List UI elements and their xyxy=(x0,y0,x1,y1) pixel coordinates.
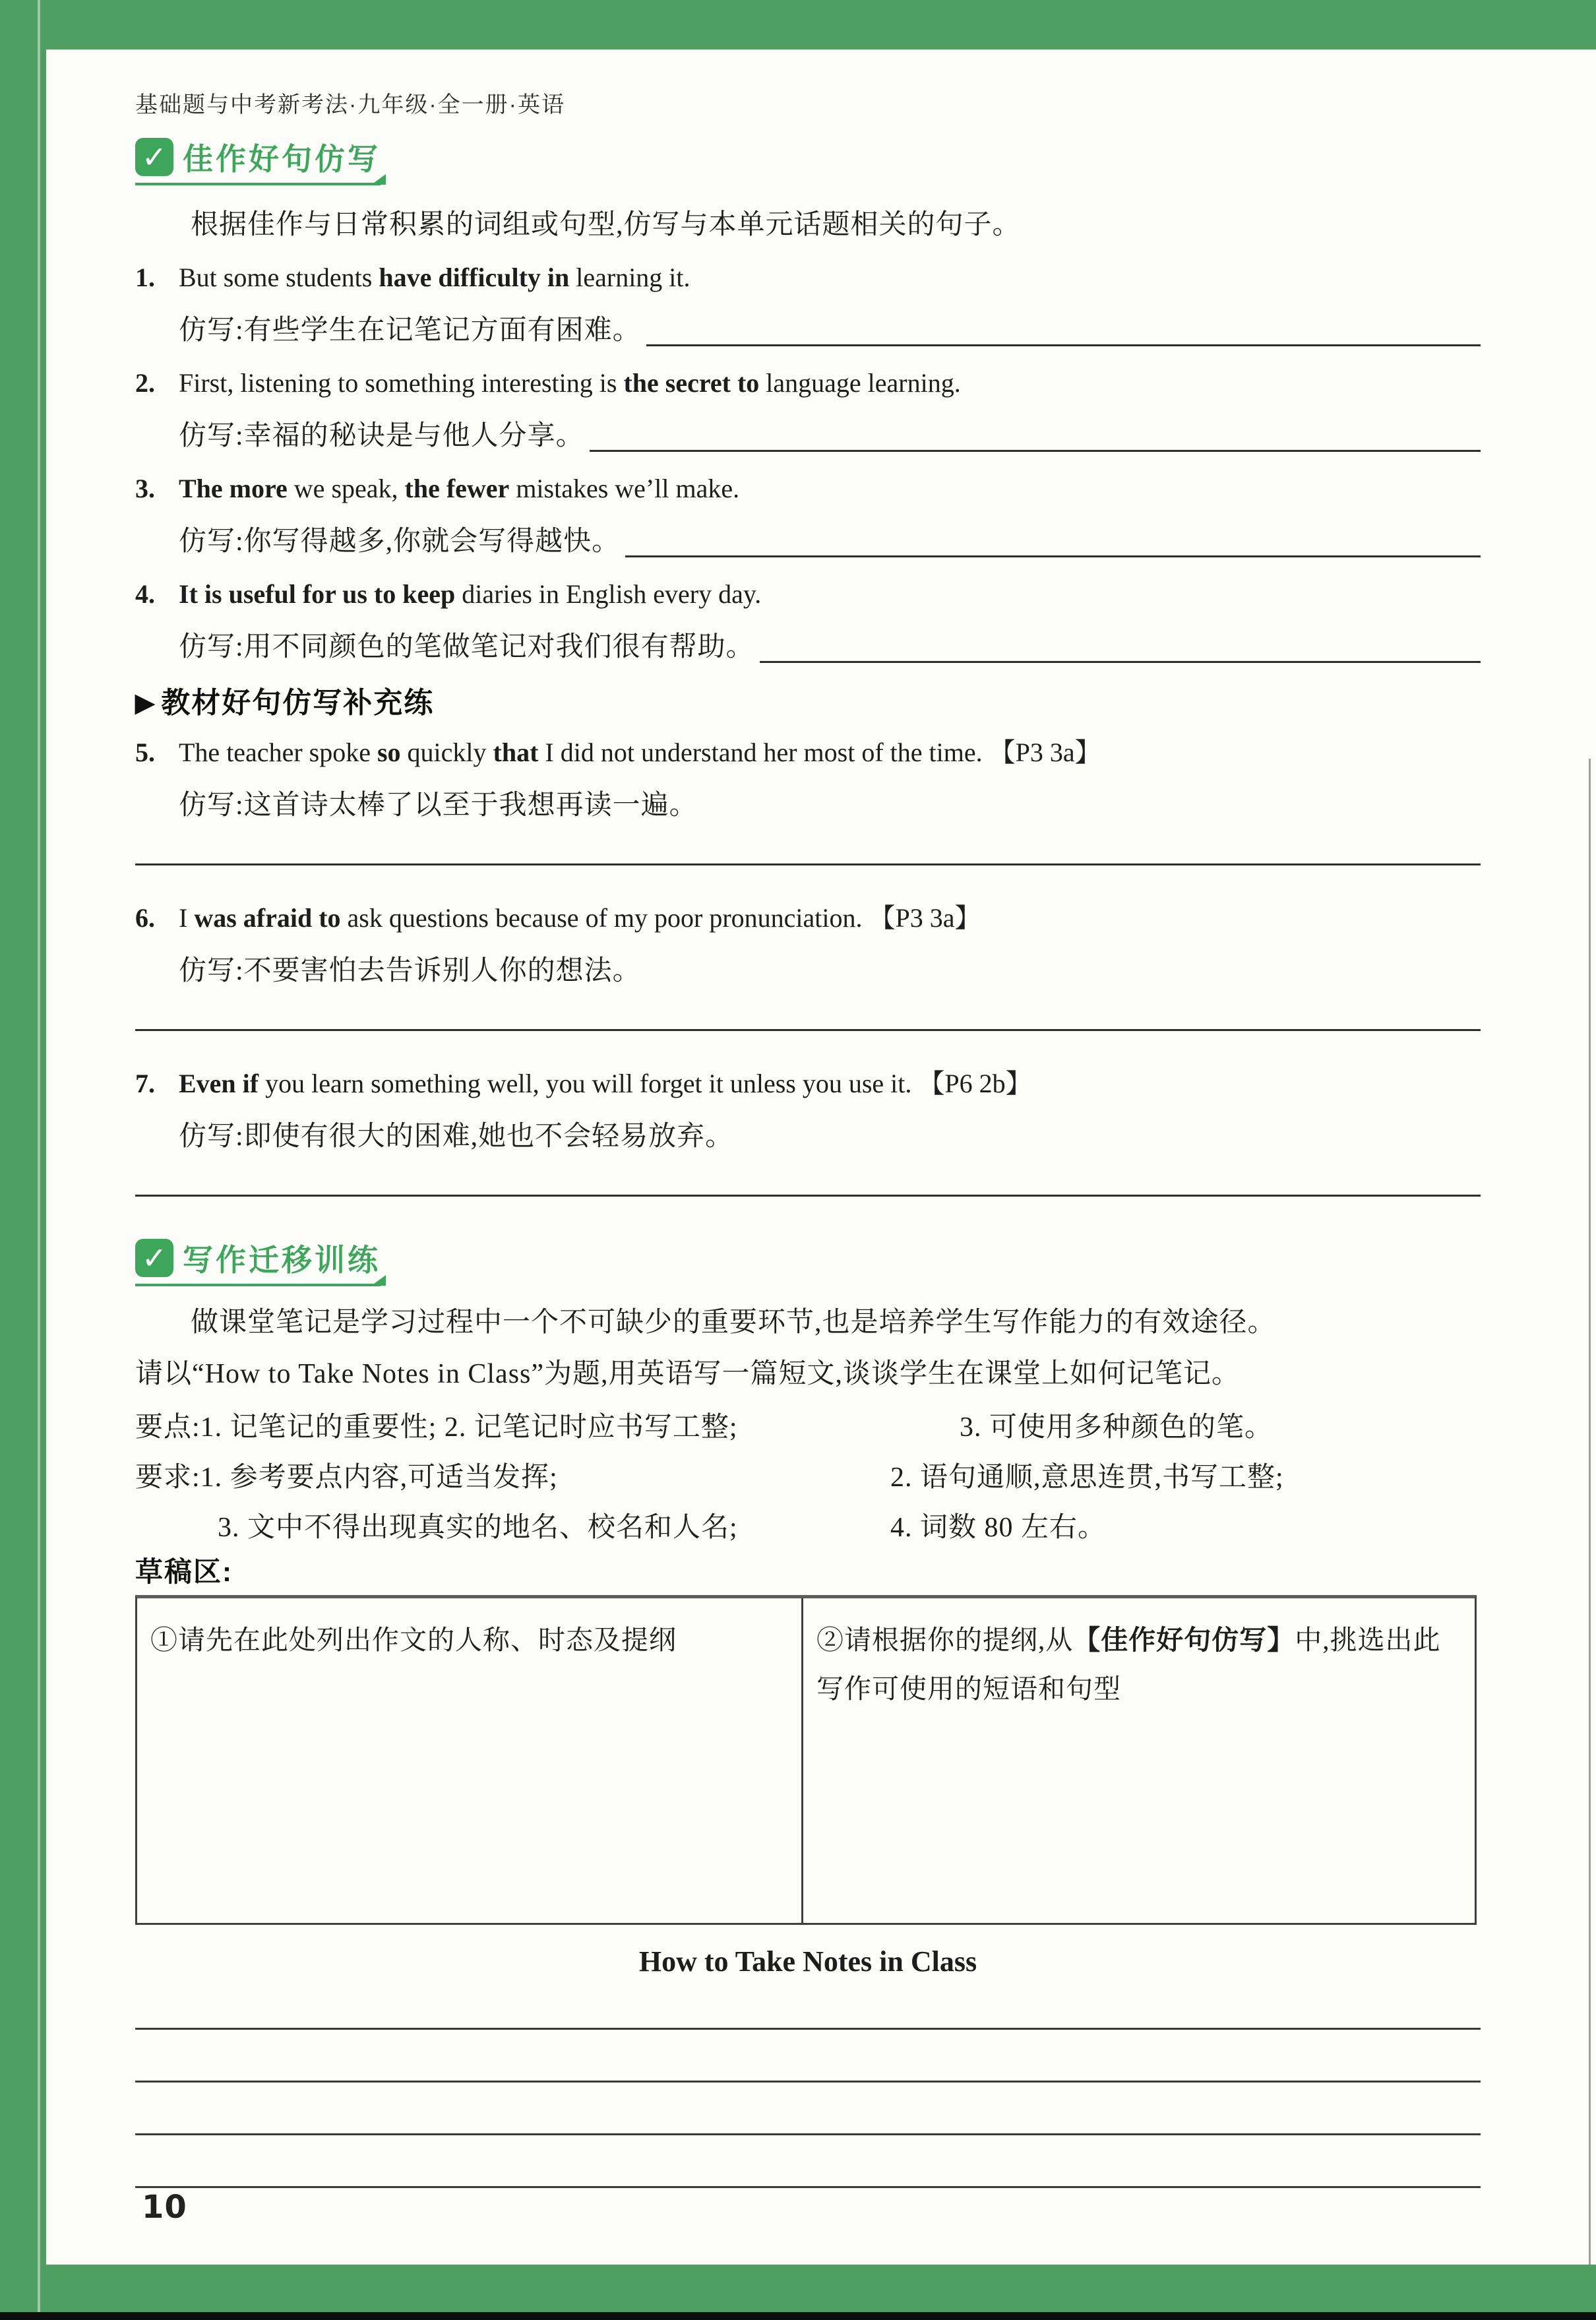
textbook-ref: 【P3 3a】 xyxy=(989,737,1101,767)
page-content xyxy=(135,49,1481,2188)
item-english: Even if you learn something well, you will forget it unless you use it. 【P6 2b】 xyxy=(179,1069,1032,1098)
item-row-1 xyxy=(135,251,1481,357)
right-edge-shadow xyxy=(1589,759,1591,2265)
task-paragraph-line-1: 做课堂笔记是学习过程中一个不可缺少的重要环节,也是培养学生写作能力的有效途径。 xyxy=(191,1307,1276,1338)
textbook-ref: 【P3 3a】 xyxy=(869,903,981,933)
item-number: 6. xyxy=(135,903,155,933)
item-number: 3. xyxy=(135,474,155,503)
item-chinese: 仿写:这首诗太棒了以至于我想再读一遍。 xyxy=(179,790,698,821)
requirements-1-left: 要求:1. 参考要点内容,可适当发挥; xyxy=(135,1462,558,1493)
page-number: 10 xyxy=(142,2189,187,2226)
item-english: The teacher spoke so quickly that I did not understand her most of the time. 【P3 3a】 xyxy=(179,737,1101,767)
bottom-black-strip xyxy=(0,2312,1596,2320)
item-number: 7. xyxy=(135,1069,155,1098)
left-border-highlight xyxy=(38,0,40,2312)
writing-line-1 xyxy=(135,1982,1481,2030)
badge-underline-tick-icon xyxy=(371,1275,386,1286)
item-row-3 xyxy=(135,462,1481,568)
answer-fill-line xyxy=(646,304,1481,346)
answer-line xyxy=(135,1029,1481,1031)
book-header-title: 基础题与中考新考法·九年级·全一册·英语 xyxy=(135,92,565,117)
item-chinese: 仿写:用不同颜色的笔做笔记对我们很有帮助。 xyxy=(179,632,754,662)
item-number: 1. xyxy=(135,263,155,292)
paper-sheet xyxy=(46,49,1596,2265)
answer-fill-line xyxy=(760,621,1481,663)
draft-table xyxy=(135,1595,1477,1925)
item-number: 4. xyxy=(135,579,155,609)
item-row-2 xyxy=(135,357,1481,462)
item-english: It is useful for us to keep diaries in English every day. xyxy=(179,579,762,609)
writing-line-2 xyxy=(135,2030,1481,2083)
answer-line xyxy=(135,863,1481,865)
check-icon: ✓ xyxy=(135,1239,173,1277)
badge-underline-tick-icon xyxy=(371,174,386,185)
item-chinese: 仿写:幸福的秘诀是与他人分享。 xyxy=(179,421,584,451)
item-row-6 xyxy=(135,892,1481,1057)
draft-area-label: 草稿区: xyxy=(135,1556,233,1587)
item-english: But some students have difficulty in learning it. xyxy=(179,263,691,292)
play-triangle-icon: ▶ xyxy=(135,689,156,717)
points-line xyxy=(135,1402,1481,1453)
item-number: 2. xyxy=(135,368,155,398)
item-row-5 xyxy=(135,726,1481,892)
textbook-ref: 【P6 2b】 xyxy=(918,1069,1032,1098)
writing-line-3 xyxy=(135,2083,1481,2135)
points-left: 要点:1. 记笔记的重要性; 2. 记笔记时应书写工整; xyxy=(135,1412,738,1443)
item-english: The more we speak, the fewer mistakes we’ll make. xyxy=(179,474,740,503)
supplement-heading xyxy=(135,680,1481,726)
answer-line xyxy=(135,1195,1481,1197)
item-row-4 xyxy=(135,568,1481,674)
draft-table-left-cell: ①请先在此处列出作文的人称、时态及提纲 xyxy=(137,1598,803,1923)
section-title-mimic: 佳作好句仿写 xyxy=(183,142,381,176)
item-chinese: 仿写:即使有很大的困难,她也不会轻易放弃。 xyxy=(179,1121,734,1152)
requirements-line-1 xyxy=(135,1453,1481,1503)
item-row-7 xyxy=(135,1057,1481,1220)
instruction-text: 根据佳作与日常积累的词组或句型,仿写与本单元话题相关的句子。 xyxy=(191,210,1021,240)
item-english: I was afraid to ask questions because of my poor pronunciation. 【P3 3a】 xyxy=(179,903,981,933)
task-paragraph-line-2: 请以“How to Take Notes in Class”为题,用英语写一篇短文,谈谈学生在课堂上如何记笔记。 xyxy=(135,1359,1241,1389)
section-badge-mimic xyxy=(135,135,381,185)
answer-fill-line xyxy=(590,410,1481,452)
item-english: First, listening to something interesting is the secret to language learning. xyxy=(179,368,961,398)
supplement-heading-label: 教材好句仿写补充练 xyxy=(161,687,435,719)
item-chinese: 仿写:有些学生在记笔记方面有困难。 xyxy=(179,315,641,346)
draft-table-right-cell: ②请根据你的提纲,从【佳作好句仿写】中,挑选出此写作可使用的短语和句型 xyxy=(816,1625,1441,1704)
requirements-line-2 xyxy=(135,1503,1481,1553)
section-title-writing: 写作迁移训练 xyxy=(183,1243,381,1277)
requirements-2-right: 4. 词数 80 左右。 xyxy=(890,1513,1107,1543)
item-chinese: 仿写:你写得越多,你就会写得越快。 xyxy=(179,526,621,557)
answer-fill-line xyxy=(625,515,1481,557)
requirements-2-left: 3. 文中不得出现真实的地名、校名和人名; xyxy=(218,1513,738,1543)
item-chinese: 仿写:不要害怕去告诉别人你的想法。 xyxy=(179,956,641,986)
badge-underline xyxy=(135,183,381,185)
item-number: 5. xyxy=(135,737,155,767)
essay-title: How to Take Notes in Class xyxy=(638,1945,977,1978)
badge-underline xyxy=(135,1284,381,1286)
check-icon: ✓ xyxy=(135,138,173,176)
section-badge-writing xyxy=(135,1236,381,1286)
requirements-1-right: 2. 语句通顺,意思连贯,书写工整; xyxy=(890,1462,1284,1493)
points-right: 3. 可使用多种颜色的笔。 xyxy=(960,1412,1274,1443)
writing-line-4 xyxy=(135,2135,1481,2188)
